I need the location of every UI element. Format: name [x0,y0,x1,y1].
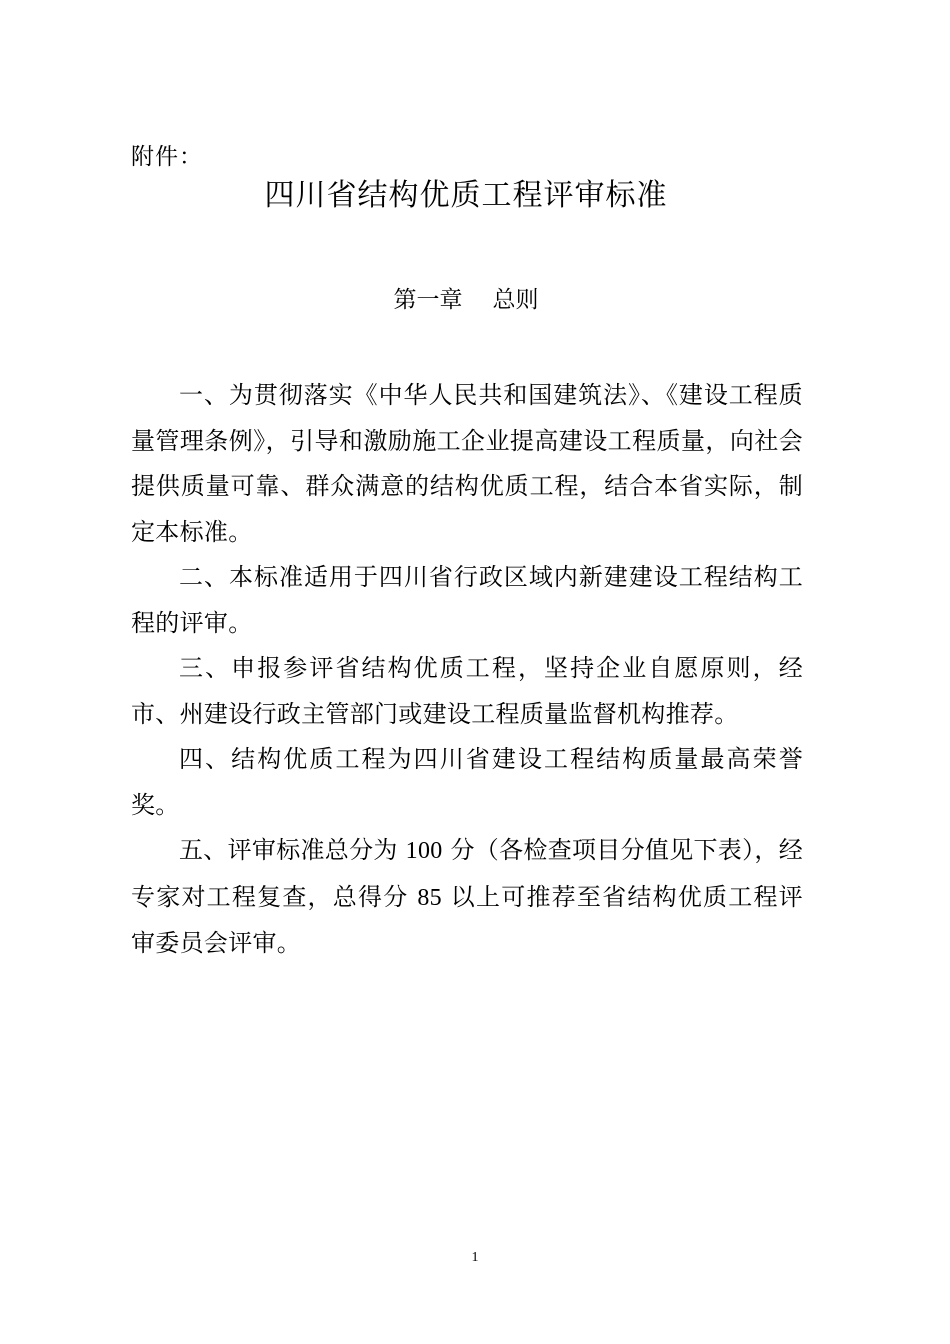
chapter-heading [131,285,801,315]
chapter-name: 总则 [492,287,539,313]
total-score: 100 [405,838,443,864]
document-title: 四川省结构优质工程评审标准 [264,178,668,213]
paragraph-3: 三、申报参评省结构优质工程，坚持企业自愿原则，经市、州建设行政主管部门或建设工程质量监督机构推荐。 [131,654,803,728]
page-number: 1 [471,1250,479,1265]
paragraph-5-part-3: 以上可推荐至省结构优质工程评审委员会评审。 [131,882,803,957]
attachment-label: 附件： [131,144,203,170]
paragraph-4: 四、结构优质工程为四川省建设工程结构质量最高荣誉奖。 [131,745,803,819]
document-body [131,373,803,967]
chapter-number: 第一章 [393,287,463,313]
paragraph-2: 二、本标准适用于四川省行政区域内新建建设工程结构工程的评审。 [131,563,803,637]
paragraph-5-part-1: 五、评审标准总分为 [179,836,398,864]
paragraph-5 [131,828,803,967]
score-threshold: 85 [417,884,442,911]
paragraph-5-part-2: 分（各检查项目分值见下表），经专家对工程复查，总得分 [131,836,804,911]
paragraph-1: 一、为贯彻落实《中华人民共和国建筑法》、《建设工程质量管理条例》，引导和激励施工企业提高建设工程质量，向社会提供质量可靠、群众满意的结构优质工程，结合本省实际，制定本标准。 [131,381,803,546]
